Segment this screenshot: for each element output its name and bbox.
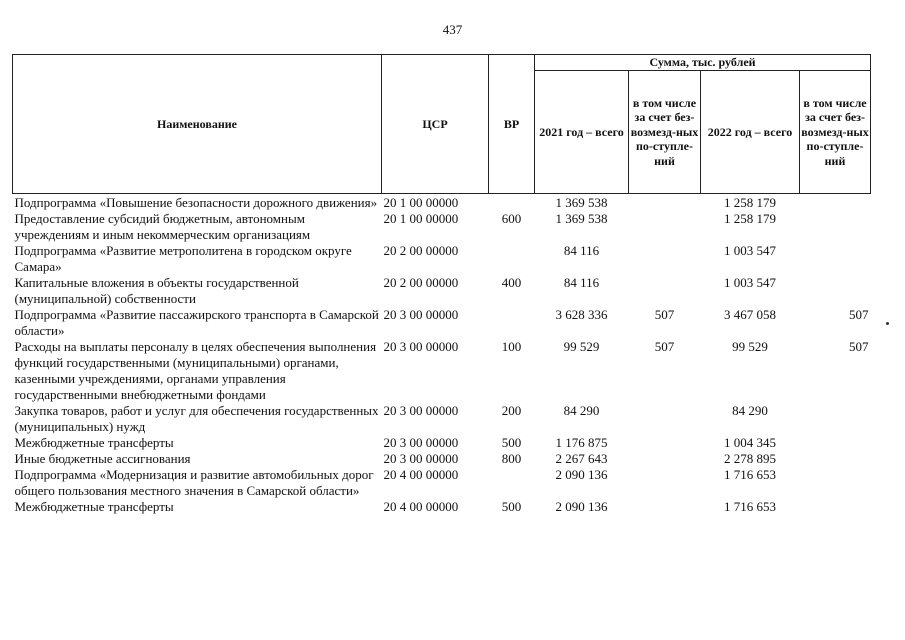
table-row [13, 467, 871, 499]
table-row [13, 307, 871, 339]
row-2021-gratis [629, 499, 701, 515]
row-vr [489, 467, 535, 499]
table-header [13, 55, 871, 194]
table-row [13, 275, 871, 307]
row-name: Закупка товаров, работ и услуг для обеспечения государственных (муниципальных) нужд [14, 403, 379, 434]
header-vr: ВР [489, 55, 535, 194]
row-vr: 800 [501, 451, 522, 466]
row-2022-gratis [800, 211, 871, 243]
table-body [13, 194, 871, 516]
row-2022-gratis [800, 435, 871, 451]
row-csr: 20 4 00 00000 [383, 467, 459, 482]
row-csr: 20 2 00 00000 [383, 243, 459, 258]
header-name: Наименование [13, 55, 382, 194]
row-2021-gratis: 507 [654, 339, 675, 354]
row-2022-gratis: 507 [849, 339, 869, 354]
row-2022-total: 1 003 547 [724, 275, 776, 290]
row-2022-gratis [800, 499, 871, 515]
row-2022-total: 1 258 179 [724, 211, 776, 226]
table-row [13, 194, 871, 212]
header-csr: ЦСР [382, 55, 489, 194]
row-2021-total: 2 090 136 [555, 467, 608, 482]
table-row [13, 435, 871, 451]
row-2022-gratis: 507 [849, 307, 869, 322]
row-2021-total: 84 290 [563, 403, 600, 418]
row-2021-total: 2 267 643 [555, 451, 608, 466]
row-name: Межбюджетные трансферты [14, 435, 174, 450]
row-2021-total: 2 090 136 [555, 499, 608, 514]
table-row [13, 499, 871, 515]
row-2021-gratis [629, 194, 701, 212]
row-2021-gratis [629, 451, 701, 467]
table-row [13, 451, 871, 467]
row-vr: 100 [501, 339, 522, 354]
row-vr: 500 [501, 435, 522, 450]
row-2022-total: 1 004 345 [724, 435, 776, 450]
row-2021-total: 1 369 538 [555, 211, 608, 226]
row-2021-gratis [629, 243, 701, 275]
row-name: Подпрограмма «Модернизация и развитие автомобильных дорог общего пользования местного значения в Самарской области» [14, 467, 374, 498]
row-name: Капитальные вложения в объекты государственной (муниципальной) собственности [14, 275, 299, 306]
row-vr [489, 194, 535, 212]
row-csr: 20 1 00 00000 [383, 195, 459, 210]
row-2021-total: 84 116 [563, 275, 600, 290]
row-csr: 20 3 00 00000 [383, 339, 459, 354]
scan-speck [886, 322, 889, 325]
table-row [13, 243, 871, 275]
row-2021-gratis [629, 211, 701, 243]
budget-table [12, 54, 871, 515]
row-2021-gratis [629, 275, 701, 307]
table-row [13, 339, 871, 403]
row-vr: 600 [501, 211, 522, 226]
row-name: Подпрограмма «Развитие метрополитена в городском округе Самара» [14, 243, 352, 274]
row-2022-gratis [800, 467, 871, 499]
row-2022-total: 1 003 547 [724, 243, 776, 258]
row-2021-gratis [629, 435, 701, 451]
row-csr: 20 2 00 00000 [383, 275, 459, 290]
row-2022-total: 99 529 [732, 339, 768, 354]
row-name: Расходы на выплаты персоналу в целях обеспечения выполнения функций государственными (муниципальными) органами, казенными учреждениями, органами управления государственными внебюджетными фондами [14, 339, 377, 402]
row-2022-total: 1 258 179 [724, 195, 776, 210]
row-2022-gratis [800, 275, 871, 307]
row-2022-gratis [800, 194, 871, 212]
row-2022-total: 3 467 058 [724, 307, 776, 322]
row-csr: 20 3 00 00000 [383, 451, 459, 466]
row-csr: 20 3 00 00000 [383, 403, 459, 418]
row-2022-gratis [800, 243, 871, 275]
row-vr: 400 [501, 275, 522, 290]
row-vr [489, 243, 535, 275]
row-csr: 20 4 00 00000 [383, 499, 459, 514]
row-2021-total: 1 176 875 [555, 435, 608, 450]
row-2021-gratis [629, 467, 701, 499]
row-2021-gratis: 507 [654, 307, 675, 322]
row-2022-total: 1 716 653 [724, 499, 776, 514]
header-sum-group: Сумма, тыс. рублей [535, 55, 871, 71]
row-2021-total: 1 369 538 [555, 195, 608, 210]
header-2022-gratis: в том числе за счет без-возмезд-ных по-ступле-ний [800, 71, 871, 194]
row-name: Иные бюджетные ассигнования [14, 451, 191, 466]
row-vr: 500 [501, 499, 522, 514]
row-2022-total: 1 716 653 [724, 467, 776, 482]
page-number: 437 [442, 22, 463, 37]
header-2022-total: 2022 год – всего [701, 71, 800, 194]
row-name: Подпрограмма «Развитие пассажирского транспорта в Самарской области» [14, 307, 379, 338]
header-2021-total: 2021 год – всего [535, 71, 629, 194]
row-2022-gratis [800, 451, 871, 467]
row-2021-total: 84 116 [563, 243, 600, 258]
row-csr: 20 3 00 00000 [383, 435, 459, 450]
row-name: Предоставление субсидий бюджетным, автономным учреждениям и иным некоммерческим организациям [14, 211, 311, 242]
row-2022-total: 2 278 895 [724, 451, 776, 466]
table-row [13, 211, 871, 243]
row-name: Межбюджетные трансферты [14, 499, 174, 514]
row-vr: 200 [501, 403, 522, 418]
header-2021-gratis: в том числе за счет без-возмезд-ных по-ступле-ний [629, 71, 701, 194]
row-2021-total: 99 529 [563, 339, 600, 354]
table-row [13, 403, 871, 435]
row-2022-gratis [800, 403, 871, 435]
row-csr: 20 3 00 00000 [383, 307, 459, 322]
row-2021-gratis [629, 403, 701, 435]
row-vr [489, 307, 535, 339]
row-name: Подпрограмма «Повышение безопасности дорожного движения» [14, 195, 378, 210]
row-2022-total: 84 290 [732, 403, 768, 418]
row-csr: 20 1 00 00000 [383, 211, 459, 226]
row-2021-total: 3 628 336 [555, 307, 608, 322]
